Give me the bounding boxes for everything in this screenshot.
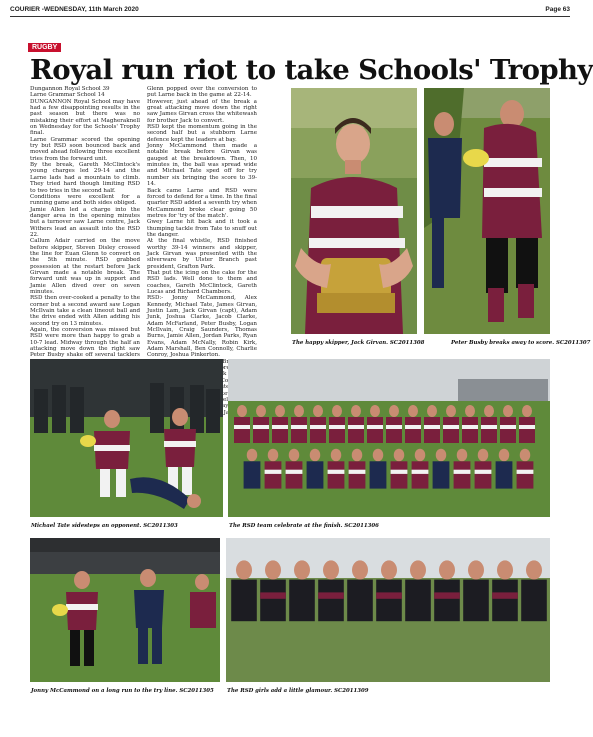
article-paragraph: Steven Jay xyxy=(218,390,238,410)
photo-peter-busby xyxy=(424,88,550,334)
newspaper-header-left: COURIER -WEDNESDAY, 11th March 2020 xyxy=(10,6,139,13)
article-paragraph: Larne Grammar School 14 xyxy=(30,92,105,99)
header-divider xyxy=(10,16,570,17)
photo-team-celebrate xyxy=(228,359,550,517)
article-paragraph: DUNGANNON Royal School may have had a few disappointing results in the past season but there was no mistaking their effort at Magheraknell on Wednesday for the Schools' Trophy final. xyxy=(30,98,140,137)
photo-rsd-girls xyxy=(226,538,550,682)
headline: Royal run riot to take Schools' Trophy xyxy=(30,54,593,86)
photo-michael-tate xyxy=(30,359,223,517)
article-paragraph: RSD then over-cooked a penalty to the corner but a second award saw Logan McIlvain take a clean lineout ball and the drive ended with Allen adding his second try on 13 minutes. xyxy=(30,295,140,327)
article-paragraph: Larne Grammar scored the opening try but RSD soon bounced back and moved ahead following three excellent tries from the forward unit. xyxy=(30,136,140,162)
article-paragraph: RSD:- Jonny McCammond, Alex Kennedy, Michael Tate, James Girvan, Justin Lam, Jack Girvan (capt), Adam Junk, Joshua Clarke, Jacob Clarke, Adam McFarland, Peter Busby, Logan McIlvain, Craig Saunders, Thomas Burns, Jamie Allen, Jordan Parks, Ryan Evans, Adam McNally, Robin Kirk, Adam Marshall, Ben Connolly, Charlie Conroy, Joshua Pinkerton. xyxy=(147,295,257,359)
photo-caption-6: The RSD girls add a little glamour. SC2011309 xyxy=(227,688,369,694)
photo-caption-3: Michael Tate sidesteps an opponent. SC2011303 xyxy=(31,523,178,529)
photo-caption-2: Peter Busby breaks away to score. SC2011307 xyxy=(451,340,591,346)
article-column-1 xyxy=(30,86,140,361)
article-paragraph: Glenn popped over the conversion to put Larne back in the game at 22-14. xyxy=(147,86,257,99)
article-paragraph: Conditions were excellent for a running game and both sides obliged. xyxy=(30,193,140,207)
photo-caption-5: Jonny McCammond on a long run to the try line. SC2011305 xyxy=(31,688,214,694)
article-paragraph: Gwey Larne hit back and it took a thumping tackle from Tate to snuff out the danger. xyxy=(147,219,257,238)
article-paragraph: However, just ahead of the break a great attacking move down the right saw James Girvan cross the whitewash for brother Jack to convert. xyxy=(147,98,257,124)
article-paragraph: Jonny McCammond then made a notable break before Girvan was gauged at the breakdown. Then, 10 minutes in, the ball was spread wide and Michael Tate sped off for try number six bringing the score to 39-14. xyxy=(147,143,257,188)
photo-jonny-mccammond xyxy=(30,538,220,682)
article-paragraph: Jamie Allen led a charge into the danger area in the opening minutes but a turnover saw Larne centre, Jack Withers lead an assault into the RSD 22. xyxy=(30,206,140,238)
photo-caption-1: The happy skipper, Jack Girvan. SC2011308 xyxy=(292,340,425,346)
photo-happy-skipper xyxy=(291,88,417,334)
article-paragraph: At the final whistle, RSD finished worthy 39-14 winners and skipper, Jack Girvan was presented with the silverware by Ulster Branch past president, Grafton Park. xyxy=(147,238,257,270)
article-paragraph: Again, the conversion was missed but RSD were more than happy to grab a 10-7 lead. Midway through the half an attacking move down the right saw Peter Busby shake off several tacklers xyxy=(30,327,140,359)
article-paragraph: That put the icing on the cake for the RSD lads. Well done to them and coaches, Gareth McClintock, Gareth Lucas and Richard Chambers. xyxy=(147,269,257,295)
photo-caption-4: The RSD team celebrate at the finish. SC2011306 xyxy=(229,523,379,529)
page-number: Page 63 xyxy=(545,6,570,13)
article-paragraph: Back came Larne and RSD were forced to defend for a time. In the final quarter RSD added a seventh try when McCammond broke clear going 50 metres for 'try of the match'. xyxy=(147,187,257,219)
article-paragraph: Callum Adair carried on the move before skipper, Steven Disley crossed the line for Euan Glenn to convert on the 5th minute. RSD grabbed possession at the restart before Jack Girvan made a notable break. The forward unit was up in support and Jamie Allen dived over on seven minutes. xyxy=(30,238,140,295)
section-label: RUGBY xyxy=(28,43,61,52)
article-paragraph: Dungannon Royal School 39 xyxy=(30,86,110,92)
article-paragraph: By the break, Gareth McClintock's young charges led 29-14 and the Larne lads had a mountain to climb. They tried hard though limiting RSD to two tries in the second half. xyxy=(30,162,140,194)
article-column-2 xyxy=(147,86,257,410)
article-paragraph: RSD kept the momentum going in the second half but a stubborn Larne defence kept the leaders at bay. xyxy=(147,124,257,143)
